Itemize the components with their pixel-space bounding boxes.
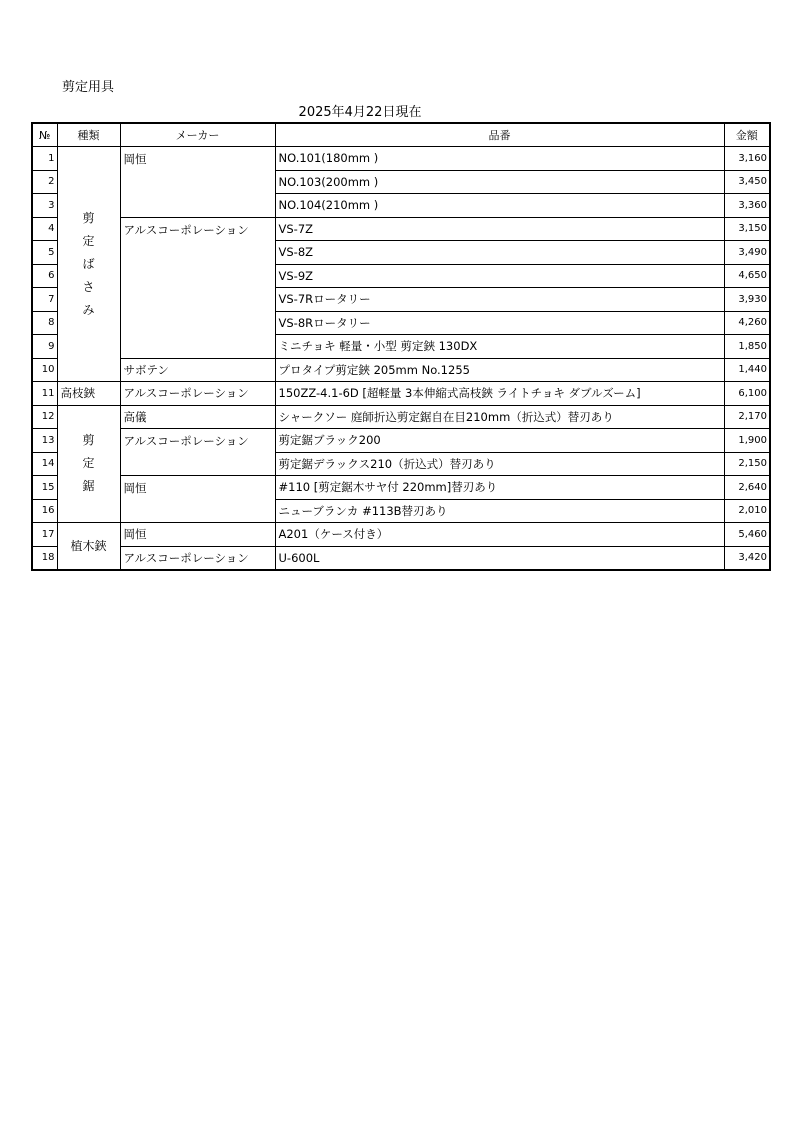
header-no: № <box>32 123 57 147</box>
table-row <box>32 523 770 547</box>
row-no: 13 <box>32 429 57 453</box>
maker-cell: サボテン <box>120 358 275 382</box>
product-cell: NO.101(180mm ) <box>275 147 724 171</box>
date-label: 2025年4月22日現在 <box>298 105 422 120</box>
product-cell: シャークソー 庭師折込剪定鋸自在目210mm（折込式）替刃あり <box>275 405 724 429</box>
row-no: 18 <box>32 546 57 570</box>
product-cell: VS-7Z <box>275 217 724 241</box>
price-cell: 4,650 <box>724 264 770 288</box>
product-cell: NO.103(200mm ) <box>275 170 724 194</box>
row-no: 11 <box>32 382 57 406</box>
price-cell: 3,150 <box>724 217 770 241</box>
maker-cell: 高儀 <box>120 405 275 429</box>
row-no: 14 <box>32 452 57 476</box>
product-cell: #110 [剪定鋸木サヤ付 220mm]替刃あり <box>275 476 724 500</box>
product-cell: U-600L <box>275 546 724 570</box>
page-title: 剪定用具 <box>62 80 115 95</box>
table-row <box>32 405 770 429</box>
header-maker: メーカー <box>120 123 275 147</box>
price-cell: 3,450 <box>724 170 770 194</box>
price-cell: 1,900 <box>724 429 770 453</box>
header-row <box>32 123 770 147</box>
row-no: 6 <box>32 264 57 288</box>
product-cell: 剪定鋸ブラック200 <box>275 429 724 453</box>
row-no: 12 <box>32 405 57 429</box>
kind-cell-garden-shears: 植木鋏 <box>57 523 120 570</box>
product-cell: VS-8Rロータリー <box>275 311 724 335</box>
header-price: 金額 <box>724 123 770 147</box>
product-cell: ニューブランカ #113B替刃あり <box>275 499 724 523</box>
row-no: 16 <box>32 499 57 523</box>
row-no: 17 <box>32 523 57 547</box>
maker-cell: アルスコーポレーション <box>120 429 275 476</box>
row-no: 1 <box>32 147 57 171</box>
price-cell: 2,170 <box>724 405 770 429</box>
price-cell: 3,930 <box>724 288 770 312</box>
price-cell: 5,460 <box>724 523 770 547</box>
row-no: 9 <box>32 335 57 359</box>
price-cell: 3,160 <box>724 147 770 171</box>
row-no: 5 <box>32 241 57 265</box>
price-cell: 3,360 <box>724 194 770 218</box>
row-no: 15 <box>32 476 57 500</box>
product-cell: 150ZZ-4.1-6D [超軽量 3本伸縮式高枝鋏 ライトチョキ ダブルズーム] <box>275 382 724 406</box>
price-cell: 4,260 <box>724 311 770 335</box>
product-cell: 剪定鋸デラックス210（折込式）替刃あり <box>275 452 724 476</box>
table-row <box>32 429 770 453</box>
product-cell: プロタイプ剪定鋏 205mm No.1255 <box>275 358 724 382</box>
table-row <box>32 546 770 570</box>
maker-cell: アルスコーポレーション <box>120 546 275 570</box>
table-row <box>32 358 770 382</box>
price-cell: 2,640 <box>724 476 770 500</box>
kind-cell-pruning-saw: 剪 定 鋸 <box>57 405 120 523</box>
product-cell: VS-9Z <box>275 264 724 288</box>
row-no: 7 <box>32 288 57 312</box>
price-cell: 3,420 <box>724 546 770 570</box>
price-table <box>31 122 771 571</box>
price-cell: 2,010 <box>724 499 770 523</box>
price-cell: 6,100 <box>724 382 770 406</box>
maker-cell: 岡恒 <box>120 523 275 547</box>
maker-cell: アルスコーポレーション <box>120 382 275 406</box>
row-no: 3 <box>32 194 57 218</box>
price-cell: 1,850 <box>724 335 770 359</box>
kind-cell-pruning-shears: 剪 定 ば さ み <box>57 147 120 382</box>
header-kind: 種類 <box>57 123 120 147</box>
product-cell: NO.104(210mm ) <box>275 194 724 218</box>
header-product: 品番 <box>275 123 724 147</box>
price-cell: 1,440 <box>724 358 770 382</box>
price-cell: 3,490 <box>724 241 770 265</box>
row-no: 10 <box>32 358 57 382</box>
product-cell: VS-7Rロータリー <box>275 288 724 312</box>
kind-cell-pole-pruner: 高枝鋏 <box>57 382 120 406</box>
price-cell: 2,150 <box>724 452 770 476</box>
table-row <box>32 382 770 406</box>
maker-cell: 岡恒 <box>120 147 275 218</box>
product-cell: ミニチョキ 軽量・小型 剪定鋏 130DX <box>275 335 724 359</box>
product-cell: VS-8Z <box>275 241 724 265</box>
maker-cell: アルスコーポレーション <box>120 217 275 358</box>
maker-cell: 岡恒 <box>120 476 275 523</box>
row-no: 4 <box>32 217 57 241</box>
product-cell: A201（ケース付き） <box>275 523 724 547</box>
table-row <box>32 147 770 171</box>
table-row <box>32 217 770 241</box>
row-no: 2 <box>32 170 57 194</box>
row-no: 8 <box>32 311 57 335</box>
table-row <box>32 476 770 500</box>
